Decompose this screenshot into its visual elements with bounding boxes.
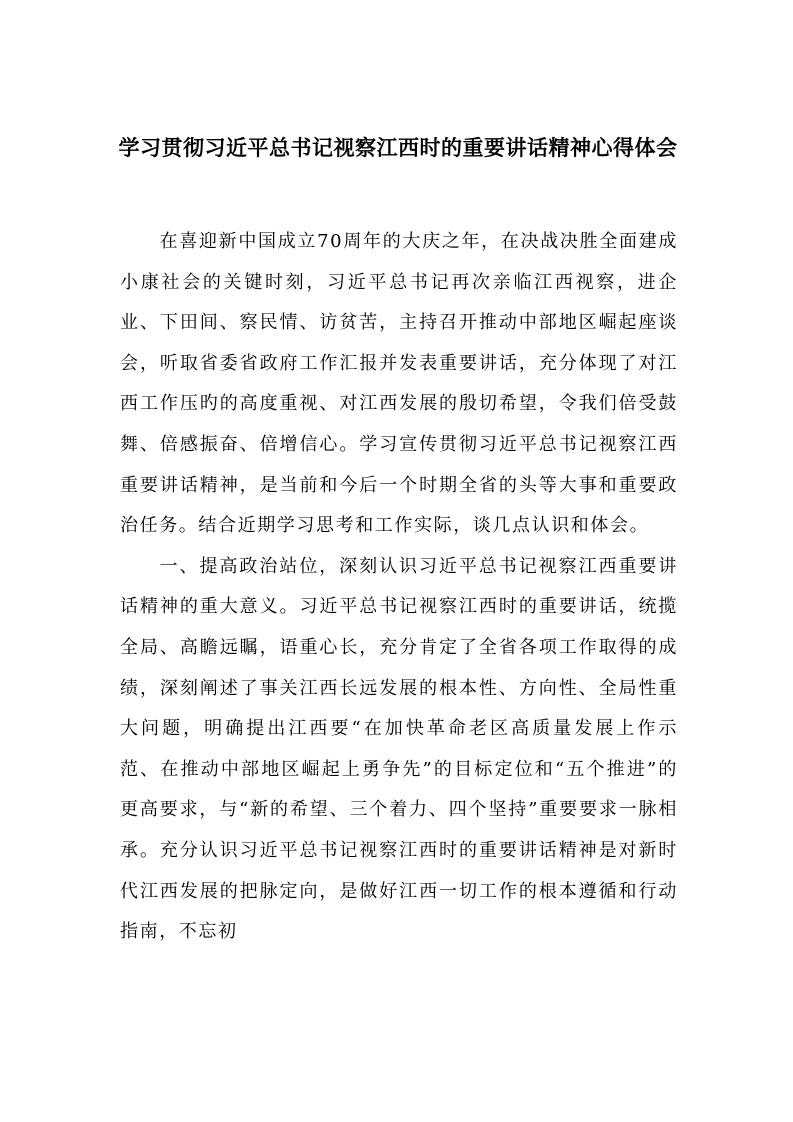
paragraph-intro: 在喜迎新中国成立70周年的大庆之年，在决战决胜全面建成小康社会的关键时刻，习近平总书记再次亲临江西视察，进企业、下田间、察民情、访贫苦，主持召开推动中部地区崛起座谈会，听取省委省政府工作汇报并发表重要讲话，充分体现了对江西工作压旳的高度重视、对江西发展的殷切希望，令我们倍受鼓舞、倍感振奋、倍增信心。学习宣传贯彻习近平总书记视察江西重要讲话精神，是当前和今后一个时期全省的头等大事和重要政治任务。结合近期学习思考和工作实际，谈几点认识和体会。: [120, 231, 678, 537]
document-title: 学习贯彻习近平总书记视察江西时的重要讲话精神心得体会: [118, 135, 678, 160]
paragraph-section-one: 一、提高政治站位，深刻认识习近平总书记视察江西重要讲话精神的重大意义。习近平总书记视察江西时的重要讲话，统揽全局、高瞻远瞩，语重心长，充分肯定了全省各项工作取得的成绩，深刻阐述了事关江西长远发展的根本性、方向性、全局性重大问题，明确提出江西要“在加快革命老区高质量发展上作示范、在推动中部地区崛起上勇争先”的目标定位和“五个推进”的更高要求，与“新的希望、三个着力、四个坚持”重要要求一脉相承。充分认识习近平总书记视察江西时的重要讲话精神是对新时代江西发展的把脉定向，是做好江西一切工作的根本遵循和行动指南，不忘初: [120, 555, 678, 943]
document-body: [120, 222, 678, 953]
